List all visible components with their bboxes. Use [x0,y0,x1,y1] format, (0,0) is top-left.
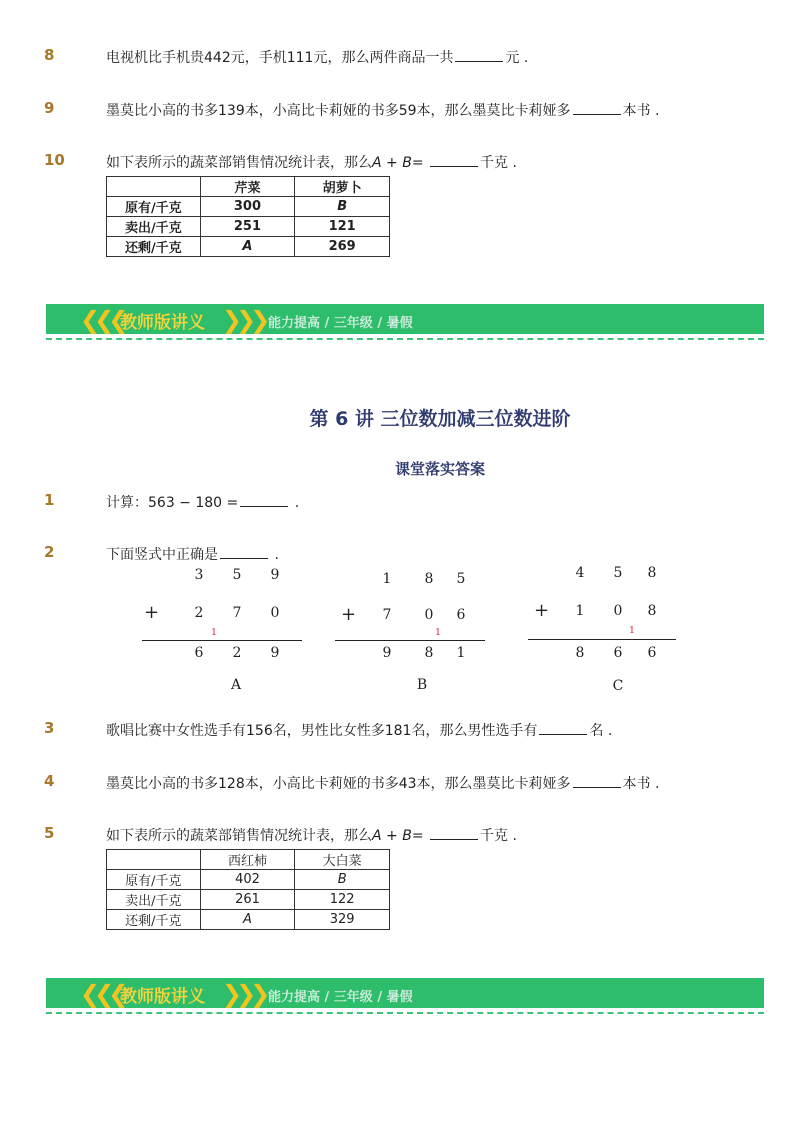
plus-sign: + [381,828,403,844]
table-header-cell: 大白菜 [295,850,390,870]
digit: 6 [613,645,623,661]
digit: 0 [270,605,280,621]
table-cell: 300 [200,197,295,217]
question-8-text [106,47,528,67]
answer-blank[interactable] [539,722,587,735]
banner-title: 教师版讲义 [120,313,205,333]
digit: 1 [382,571,392,587]
answer-blank[interactable] [430,154,478,167]
option-label-a[interactable]: A [230,677,242,693]
chevrons-left-icon: ❮❮❮ [80,306,123,334]
table-row [107,197,390,217]
question-3-unit: 名 . [589,723,613,739]
plus-icon: + [534,600,550,621]
table-row [107,237,390,257]
banner-subtitle: 能力提高 / 三年级 / 暑假 [268,990,413,1005]
vegetable-sales-table-2 [106,849,390,930]
dashed-divider [46,1012,764,1014]
carry-mark: 1 [211,628,217,638]
teacher-edition-banner [46,978,764,1008]
equals-sign: = [411,155,429,171]
answer-blank[interactable] [455,49,503,62]
digit: 5 [456,571,466,587]
question-5-text [106,825,517,845]
answer-blank[interactable] [220,546,268,559]
chevrons-right-icon: ❯❯❯ [222,980,265,1008]
question-10-unit: 千克 . [480,155,517,171]
table-cell: A [200,910,295,930]
chapter-title: 第 6 讲 三位数加减三位数进阶 [309,408,571,430]
table-row [107,890,390,910]
table-row-label: 还剩/千克 [107,910,201,930]
digit: 6 [194,645,204,661]
table-row-label: 卖出/千克 [107,217,201,237]
digit: 5 [232,567,242,583]
digit: 1 [575,603,585,619]
carry-mark: 1 [629,626,635,636]
digit: 2 [194,605,204,621]
chevrons-left-icon: ❮❮❮ [80,980,123,1008]
question-number-2: 2 [44,543,55,561]
var-b: B [402,155,412,171]
digit: 8 [424,571,434,587]
chevrons-right-icon: ❯❯❯ [222,306,265,334]
digit: 9 [382,645,392,661]
digit: 8 [575,645,585,661]
table-header-cell [107,177,201,197]
question-number-10: 10 [44,151,65,169]
answer-blank[interactable] [573,102,621,115]
banner-subtitle: 能力提高 / 三年级 / 暑假 [268,316,413,331]
question-4-stem: 墨莫比小高的书多128本，小高比卡莉娅的书多43本，那么墨莫比卡莉娅多 [106,776,571,792]
carry-mark: 1 [435,628,441,638]
digit: 6 [647,645,657,661]
option-label-c[interactable]: C [612,678,624,694]
question-8-unit: 元 . [505,50,529,66]
question-5-unit: 千克 . [480,828,517,844]
vertical-addition-c [528,560,683,700]
digit: 8 [647,565,657,581]
var-a: A [372,828,382,844]
table-header-cell: 胡萝卜 [295,177,390,197]
table-row [107,217,390,237]
table-row-label: 卖出/千克 [107,890,201,910]
digit: 8 [424,645,434,661]
digit: 2 [232,645,242,661]
question-number-9: 9 [44,99,55,117]
section-title: 课堂落实答案 [394,460,485,478]
equals-sign: = [411,828,429,844]
question-number-8: 8 [44,46,55,64]
table-cell: A [200,237,295,257]
dashed-divider [46,338,764,340]
table-cell: 269 [295,237,390,257]
table-row-label: 还剩/千克 [107,237,201,257]
digit: 5 [613,565,623,581]
digit: 4 [575,565,585,581]
table-row-label: 原有/千克 [107,197,201,217]
digit: 1 [456,645,466,661]
table-row-label: 原有/千克 [107,870,201,890]
option-label-b[interactable]: B [416,677,428,693]
question-10-stem: 如下表所示的蔬菜部销售情况统计表，那么 [106,155,372,171]
digit: 6 [456,607,466,623]
question-number-1: 1 [44,491,55,509]
digit: 9 [270,645,280,661]
table-header-cell [107,850,201,870]
answer-blank[interactable] [240,494,288,507]
table-row [107,870,390,890]
question-4-unit: 本书 . [622,776,660,792]
question-2-end: . [270,547,279,563]
table-cell: 261 [200,890,295,910]
question-9-stem: 墨莫比小高的书多139本，小高比卡莉娅的书多59本，那么墨莫比卡莉娅多 [106,103,571,119]
table-cell: 122 [295,890,390,910]
table-row [107,910,390,930]
table-cell: B [295,870,390,890]
sum-line [142,640,302,641]
vertical-addition-a [142,560,307,700]
question-number-5: 5 [44,824,55,842]
question-1-text [106,492,299,512]
question-number-4: 4 [44,772,55,790]
table-cell: 251 [200,217,295,237]
digit: 9 [270,567,280,583]
banner-title: 教师版讲义 [120,987,205,1007]
question-9-text [106,100,659,120]
answer-blank[interactable] [573,775,621,788]
teacher-edition-banner [46,304,764,334]
plus-sign: + [381,155,403,171]
question-3-stem: 歌唱比赛中女性选手有156名，男性比女性多181名，那么男性选手有 [106,723,538,739]
table-cell: 121 [295,217,390,237]
question-10-text [106,152,517,172]
table-cell: 329 [295,910,390,930]
question-number-3: 3 [44,719,55,737]
table-header-cell: 芹菜 [200,177,295,197]
sum-line [335,640,485,641]
table-cell: 402 [200,870,295,890]
question-3-text [106,720,612,740]
table-cell: B [295,197,390,217]
table-header-cell: 西红柿 [200,850,295,870]
vertical-addition-b [335,560,490,700]
digit: 0 [424,607,434,623]
plus-icon: + [144,602,160,623]
question-5-stem: 如下表所示的蔬菜部销售情况统计表，那么 [106,828,372,844]
digit: 7 [232,605,242,621]
question-9-unit: 本书 . [622,103,660,119]
question-1-stem: 计算：563 − 180 = [106,495,239,511]
question-1-end: . [290,495,300,511]
question-2-stem: 下面竖式中正确是 [106,547,218,563]
question-8-stem: 电视机比手机贵442元，手机111元，那么两件商品一共 [106,50,454,66]
answer-blank[interactable] [430,827,478,840]
digit: 8 [647,603,657,619]
var-a: A [372,155,382,171]
digit: 3 [194,567,204,583]
digit: 0 [613,603,623,619]
question-4-text [106,773,659,793]
sum-line [528,639,676,640]
digit: 7 [382,607,392,623]
plus-icon: + [341,604,357,625]
vegetable-sales-table-1 [106,176,390,257]
var-b: B [402,828,412,844]
